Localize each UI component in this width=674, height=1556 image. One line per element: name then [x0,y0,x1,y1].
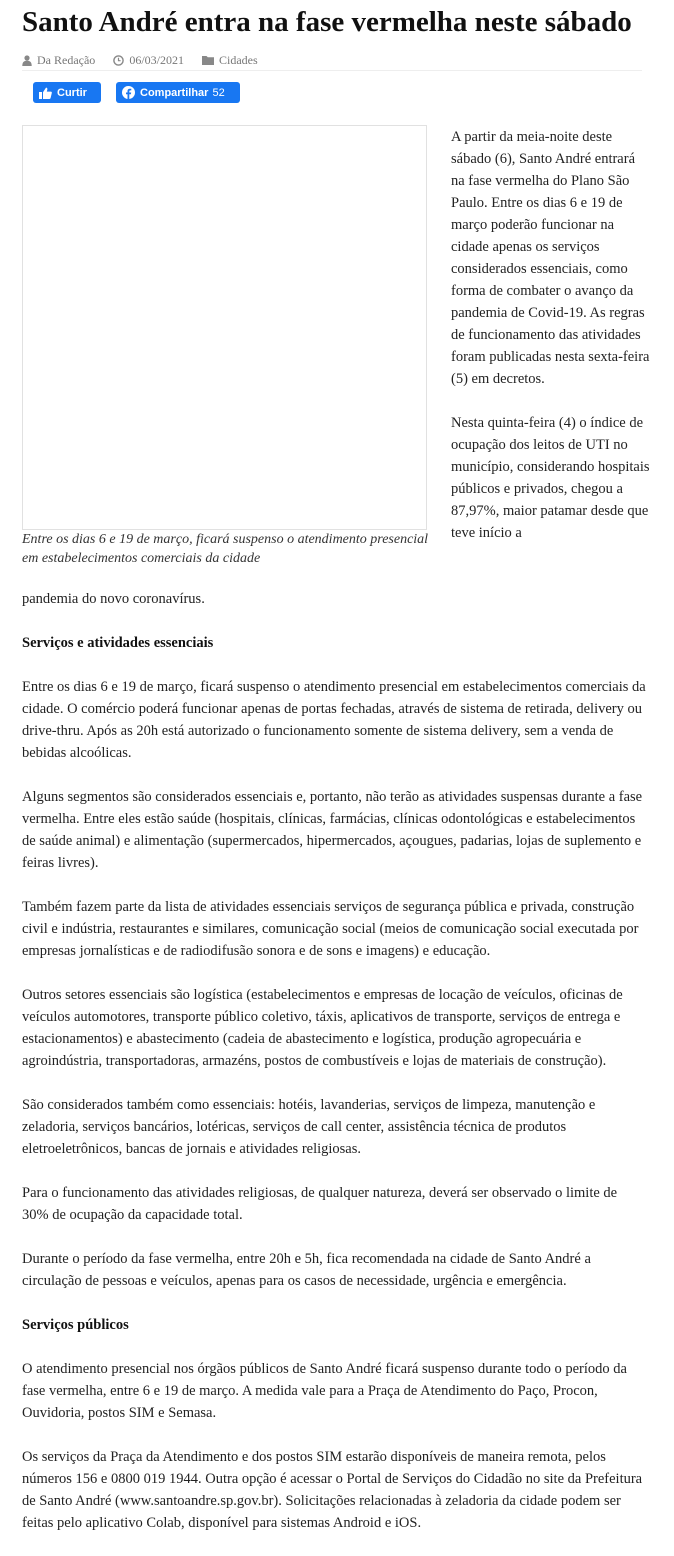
intro-column [451,126,651,544]
body-paragraph: Durante o período da fase vermelha, entre 20h e 5h, fica recomendada na cidade de Santo André a circulação de pessoas e veículos, apenas para os casos de necessidade, urgência e emergência. [22,1251,591,1289]
body-paragraph: O atendimento presencial nos órgãos públicos de Santo André ficará suspenso durante todo o período da fase vermelha, entre 6 e 19 de março. A medida vale para a Praça de Atendimento do Paço, Procon, Ouvidoria, postos SIM e Semasa. [22,1361,627,1421]
article-image [22,125,427,530]
body-paragraph: Outros setores essenciais são logística (estabelecimentos e empresas de locação de veículos, oficinas de veículos automotores, transporte público coletivo, táxis, aplicativos de transporte, serviços de entrega e estacionamentos) e abastecimento (cadeia de abastecimento e logística, produção agropecuária e agroindústria, transportadoras, armazéns, postos de combustíveis e lojas de materiais de construção). [22,987,623,1069]
article-author[interactable]: Da Redação [37,52,96,67]
body-paragraph: Alguns segmentos são considerados essenciais e, portanto, não terão as atividades suspensas durante a fase vermelha. Entre eles estão saúde (hospitais, clínicas, farmácias, clínicas odontológicas e estabelecimentos de saúde animal) e alimentação (supermercados, hipermercados, açougues, padarias, lojas de suplemento e feiras livres). [22,789,643,871]
article-title: Santo André entra na fase vermelha neste sábado [22,6,632,38]
body-paragraph: Para o funcionamento das atividades religiosas, de qualquer natureza, deverá ser observado o limite de 30% de ocupação da capacidade total. [22,1185,618,1223]
article-date: 06/03/2021 [129,52,184,67]
body-paragraph: Os serviços da Praça da Atendimento e dos postos SIM estarão disponíveis de maneira remota, pelos números 156 e 0800 019 1944. Outra opção é acessar o Portal de Serviços do Cidadão no site da Prefeitura de Santo André (www.santoandre.sp.gov.br). Solicitações relacionadas à zeladoria da cidade podem ser feitas pelo aplicativo Colab, disponível para sistemas Android e iOS. [22,1449,643,1531]
user-icon [22,55,32,66]
body-paragraph: Também fazem parte da lista de atividades essenciais serviços de segurança pública e privada, construção civil e indústria, restaurantes e similares, comunicação social (meios de comunicação social executada por empresas jornalísticas e de radiodifusão sonora e de sons e imagens) e educação. [22,899,639,959]
article-meta [22,50,642,70]
article-category[interactable]: Cidades [218,52,258,67]
image-caption: Entre os dias 6 e 19 de março, ficará suspenso o atendimento presencial em estabelecimentos comerciais da cidade [22,532,429,566]
body-paragraph: Entre os dias 6 e 19 de março, ficará suspenso o atendimento presencial em estabelecimentos comerciais da cidade. O comércio poderá funcionar apenas de portas fechadas, através de sistema de retirada, delivery ou drive-thru. Após as 20h está autorizado o funcionamento somente de sistema delivery, sem a venda de bebidas alcoólicas. [22,679,646,761]
section-heading: Serviços e atividades essenciais [22,635,214,651]
share-label: Compartilhar [140,86,209,99]
meta-divider [22,70,642,71]
article-body [22,588,647,1556]
body-paragraph: São considerados também como essenciais: hotéis, lavanderias, serviços de limpeza, manutenção e zeladoria, serviços bancários, lotéricas, serviços de call center, assistência técnica de produtos eletroeletrônicos, bancas de jornais e atividades religiosas. [22,1097,596,1157]
like-label: Curtir [57,86,87,99]
facebook-icon [122,86,135,99]
intro-continuation: pandemia do novo coronavírus. [22,591,205,607]
clock-icon [113,55,124,66]
thumbs-up-icon [39,87,52,99]
intro-paragraph: A partir da meia-noite deste sábado (6), Santo André entrará na fase vermelha do Plano São Paulo. Entre os dias 6 e 19 de março poderão funcionar na cidade apenas os serviços considerados essenciais, como forma de combater o avanço da pandemia de Covid-19. As regras de funcionamento das atividades foram publicadas nesta sexta-feira (5) em decretos. [451,129,650,387]
intro-paragraph: Nesta quinta-feira (4) o índice de ocupação dos leitos de UTI no município, considerando hospitais públicos e privados, chegou a 87,97%, maior patamar desde que teve início a [451,415,650,541]
share-button[interactable] [116,82,240,103]
share-count: 52 [212,86,225,99]
folder-icon [202,55,214,65]
like-button[interactable] [33,82,101,103]
section-heading: Serviços públicos [22,1317,129,1333]
